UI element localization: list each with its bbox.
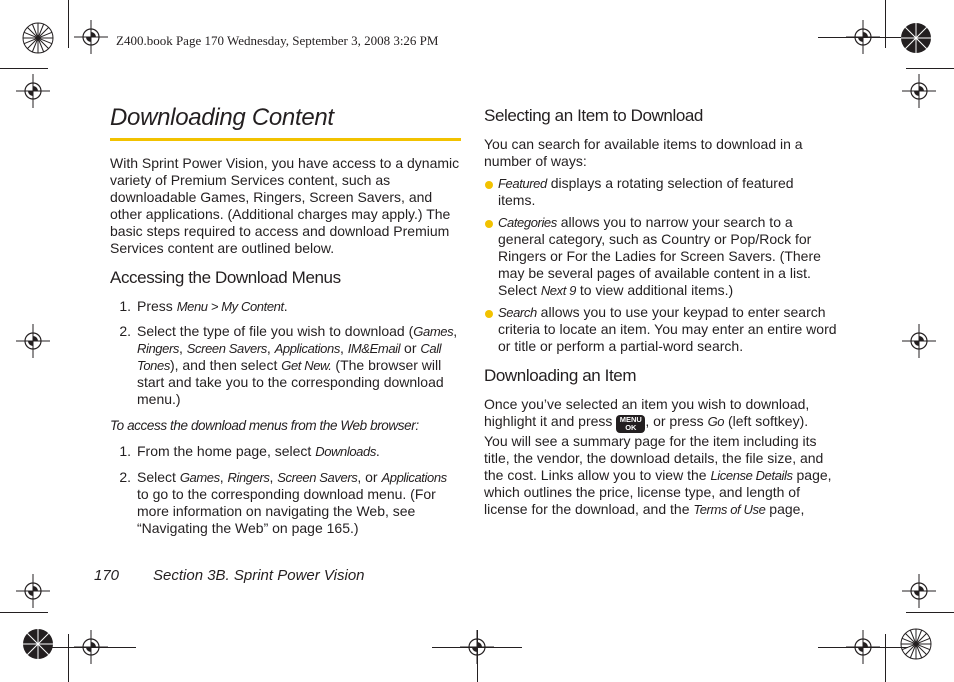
title-underline <box>110 138 461 141</box>
registration-mark-icon <box>74 20 108 54</box>
step-text: Select Games, Ringers, Screen Savers, or Applications to go to the corresponding download menu. (For more information on navigating the Web, see “Navigating the Web” on page 165.) <box>137 469 447 537</box>
starburst-target-icon <box>22 628 54 660</box>
crop-line <box>906 68 954 69</box>
page-title: Downloading Content <box>110 104 334 131</box>
crop-line <box>0 612 48 613</box>
bullet-item: Search allows you to use your keypad to enter search criteria to locate an item. You may enter an entire word or title or perform a partial-word search. <box>498 304 837 355</box>
crop-line <box>818 647 908 648</box>
intro-paragraph: With Sprint Power Vision, you have access to a dynamic variety of Premium Services content, such as downloadable Games, Ringers, Screen Savers, and other applications. (Additional charges may apply.) The basic steps required to access and download Premium Services content are outlined below. <box>110 155 460 257</box>
download-paragraph: Once you’ve selected an item you wish to download, highlight it and press MENU OK , or press Go (left softkey). You will see a summary page for the item including its title, the vendor, the download details, the file size, and the cost. Links allow you to view the License Details page, which outlines the price, license type, and length of license for the download, and the Terms of Use page, <box>484 396 832 518</box>
menu-ok-key-icon: MENU OK <box>616 415 645 433</box>
right-intro: You can search for available items to download in a number of ways: <box>484 136 803 170</box>
section-heading: Downloading an Item <box>484 366 637 385</box>
registration-mark-icon <box>16 74 50 108</box>
web-browser-intro: To access the download menus from the Web browser: <box>110 418 419 433</box>
print-slug: Z400.book Page 170 Wednesday, September 3, 2008 3:26 PM <box>116 33 439 48</box>
step-text: Select the type of file you wish to download (Games, Ringers, Screen Savers, Applications, IM&Email or Call Tones), and then select Get New. (The browser will start and take you to the corresponding download menu.) <box>137 323 458 408</box>
step-number: 1. <box>119 443 131 459</box>
step-number: 1. <box>119 298 131 314</box>
starburst-target-icon <box>22 22 54 54</box>
section-heading: Accessing the Download Menus <box>110 268 341 287</box>
crop-line <box>68 634 69 682</box>
step-number: 2. <box>119 469 131 485</box>
starburst-target-icon <box>900 22 932 54</box>
step-number: 2. <box>119 323 131 339</box>
starburst-target-icon <box>900 628 932 660</box>
section-heading: Selecting an Item to Download <box>484 106 703 125</box>
crop-line <box>46 647 136 648</box>
step-text: From the home page, select Downloads. <box>137 443 380 459</box>
crop-line <box>0 68 48 69</box>
registration-mark-icon <box>16 574 50 608</box>
bullet-item: Featured displays a rotating selection of featured items. <box>498 175 794 209</box>
registration-mark-icon <box>16 324 50 358</box>
bullet-item: Categories allows you to narrow your search to a general category, such as Country or Pop/Rock for Ringers or For the Ladies for Screen Savers. (There may be several pages of available content in a list. Select Next 9 to view additional items.) <box>498 214 821 299</box>
section-footer: Section 3B. Sprint Power Vision <box>153 567 365 584</box>
crop-line <box>818 37 908 38</box>
crop-line <box>906 612 954 613</box>
crop-line <box>68 0 69 48</box>
bullet-icon <box>485 310 493 318</box>
crop-line <box>885 0 886 48</box>
bullet-icon <box>485 181 493 189</box>
menu-command: Menu > My Content <box>176 299 284 314</box>
registration-mark-icon <box>902 574 936 608</box>
crop-line <box>477 630 478 682</box>
bullet-icon <box>485 220 493 228</box>
crop-line <box>885 634 886 682</box>
registration-mark-icon <box>902 74 936 108</box>
page-number: 170 <box>94 567 120 584</box>
registration-mark-icon <box>902 324 936 358</box>
step-text: Press Menu > My Content. <box>137 298 288 314</box>
